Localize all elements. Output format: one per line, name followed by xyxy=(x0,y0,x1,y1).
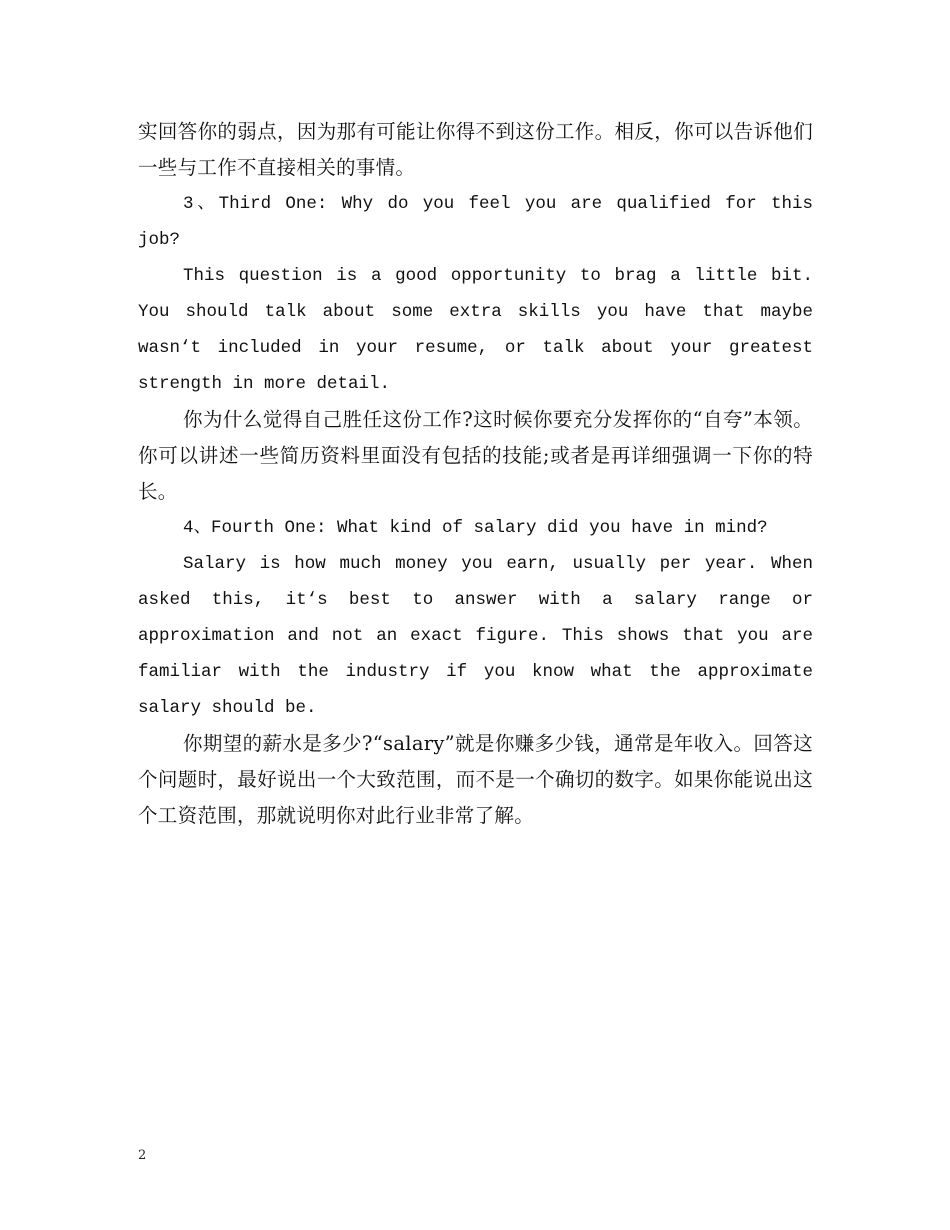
question-heading-fourth: 4、Fourth One: What kind of salary did you have in mind? xyxy=(183,518,768,538)
page-number: 2 xyxy=(138,1148,147,1163)
answer-chinese-fourth: 你期望的薪水是多少?“salary”就是你赚多少钱，通常是年收入。回答这个问题时，最好说出一个大致范围，而不是一个确切的数字。如果你能说出这个工资范围，那就说明你对此行业非常了解。 xyxy=(138,732,813,827)
paragraph-continuation-weakness: 实回答你的弱点，因为那有可能让你得不到这份工作。相反，你可以告诉他们一些与工作不直接相关的事情。 xyxy=(138,120,813,179)
answer-chinese-third: 你为什么觉得自己胜任这份工作?这时候你要充分发挥你的“自夸”本领。你可以讲述一些简历资料里面没有包括的技能;或者是再详细强调一下你的特长。 xyxy=(138,408,813,503)
question-heading-third: 3、Third One: Why do you feel you are qualified for this job? xyxy=(138,194,813,250)
answer-english-third: This question is a good opportunity to brag a little bit. You should talk about some extra skills you have that maybe wasn‘t included in your resume, or talk about your greatest strength in more detail. xyxy=(138,266,813,394)
answer-english-fourth: Salary is how much money you earn, usually per year. When asked this, it‘s best to answer with a salary range or approximation and not an exact figure. This shows that you are familiar with the industry if you know what the approximate salary should be. xyxy=(138,554,813,718)
page-body xyxy=(138,114,813,834)
